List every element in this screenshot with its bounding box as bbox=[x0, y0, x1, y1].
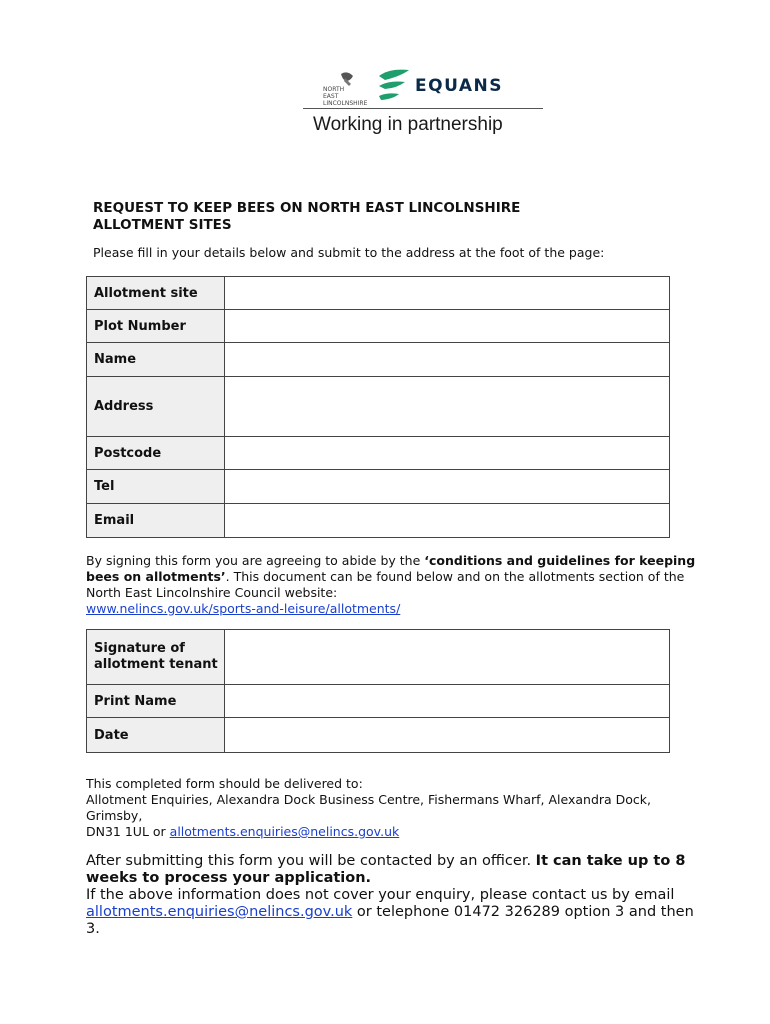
table-row bbox=[87, 277, 670, 310]
table-row bbox=[87, 504, 670, 538]
signature-table bbox=[86, 629, 670, 753]
equans-wordmark: EQUANS bbox=[415, 76, 503, 96]
table-row bbox=[87, 470, 670, 504]
label-tel: Tel bbox=[87, 470, 225, 504]
form-title: REQUEST TO KEEP BEES ON NORTH EAST LINCOLNSHIRE ALLOTMENT SITES bbox=[93, 200, 521, 233]
name-field[interactable] bbox=[225, 343, 670, 377]
intro-text: Please fill in your details below and submit to the address at the foot of the page: bbox=[93, 245, 605, 260]
table-row bbox=[87, 343, 670, 377]
postcode-field[interactable] bbox=[225, 437, 670, 470]
delivery-email-link[interactable]: allotments.enquiries@nelincs.gov.uk bbox=[169, 824, 400, 839]
page-header bbox=[303, 62, 543, 142]
label-date: Date bbox=[87, 718, 225, 753]
details-table bbox=[86, 276, 670, 538]
equans-leaf-icon bbox=[375, 66, 413, 104]
table-row bbox=[87, 718, 670, 753]
header-divider bbox=[303, 108, 543, 109]
tel-field[interactable] bbox=[225, 470, 670, 504]
allotments-website-link[interactable]: www.nelincs.gov.uk/sports-and-leisure/allotments/ bbox=[86, 601, 401, 616]
contact-email-link[interactable]: allotments.enquiries@nelincs.gov.uk bbox=[86, 904, 353, 920]
label-address: Address bbox=[87, 377, 225, 437]
table-row bbox=[87, 437, 670, 470]
print-name-field[interactable] bbox=[225, 685, 670, 718]
label-allotment-site: Allotment site bbox=[87, 277, 225, 310]
label-name: Name bbox=[87, 343, 225, 377]
after-submission-paragraph: After submitting this form you will be contacted by an officer. It can take up to 8 weeks to process your application. If the above information does not cover your enquiry, please contact us by email allotments.enquiries@nelincs.gov.uk or telephone 01472 326289 option 3 and then 3. bbox=[86, 853, 694, 937]
tagline: Working in partnership bbox=[313, 114, 503, 135]
label-email: Email bbox=[87, 504, 225, 538]
delivery-instructions: This completed form should be delivered to: Allotment Enquiries, Alexandra Dock Business Centre, Fishermans Wharf, Alexandra Dock, Grimsby, DN31 1UL or allotments.enquiries@nelincs.gov.uk bbox=[86, 776, 652, 839]
label-plot-number: Plot Number bbox=[87, 310, 225, 343]
table-row bbox=[87, 377, 670, 437]
guidelines-title: ‘conditions and guidelines for keeping bees on allotments’ bbox=[86, 553, 696, 584]
crest-text: NORTH EAST LINCOLNSHIRE bbox=[323, 86, 368, 107]
table-row bbox=[87, 310, 670, 343]
signature-field[interactable] bbox=[225, 630, 670, 685]
table-row bbox=[87, 685, 670, 718]
allotment-site-field[interactable] bbox=[225, 277, 670, 310]
agreement-paragraph: By signing this form you are agreeing to abide by the ‘conditions and guidelines for keeping bees on allotments’. This document can be found below and on the allotments section of the North East Lincolnshire Council website: www.nelincs.gov.uk/sports-and-leisure/allotments/ bbox=[86, 553, 696, 616]
table-row bbox=[87, 630, 670, 685]
label-postcode: Postcode bbox=[87, 437, 225, 470]
label-signature: Signature of allotment tenant bbox=[87, 630, 225, 685]
plot-number-field[interactable] bbox=[225, 310, 670, 343]
label-print-name: Print Name bbox=[87, 685, 225, 718]
date-field[interactable] bbox=[225, 718, 670, 753]
email-field[interactable] bbox=[225, 504, 670, 538]
address-field[interactable] bbox=[225, 377, 670, 437]
processing-time-notice: It can take up to 8 weeks to process your application. bbox=[86, 853, 686, 886]
